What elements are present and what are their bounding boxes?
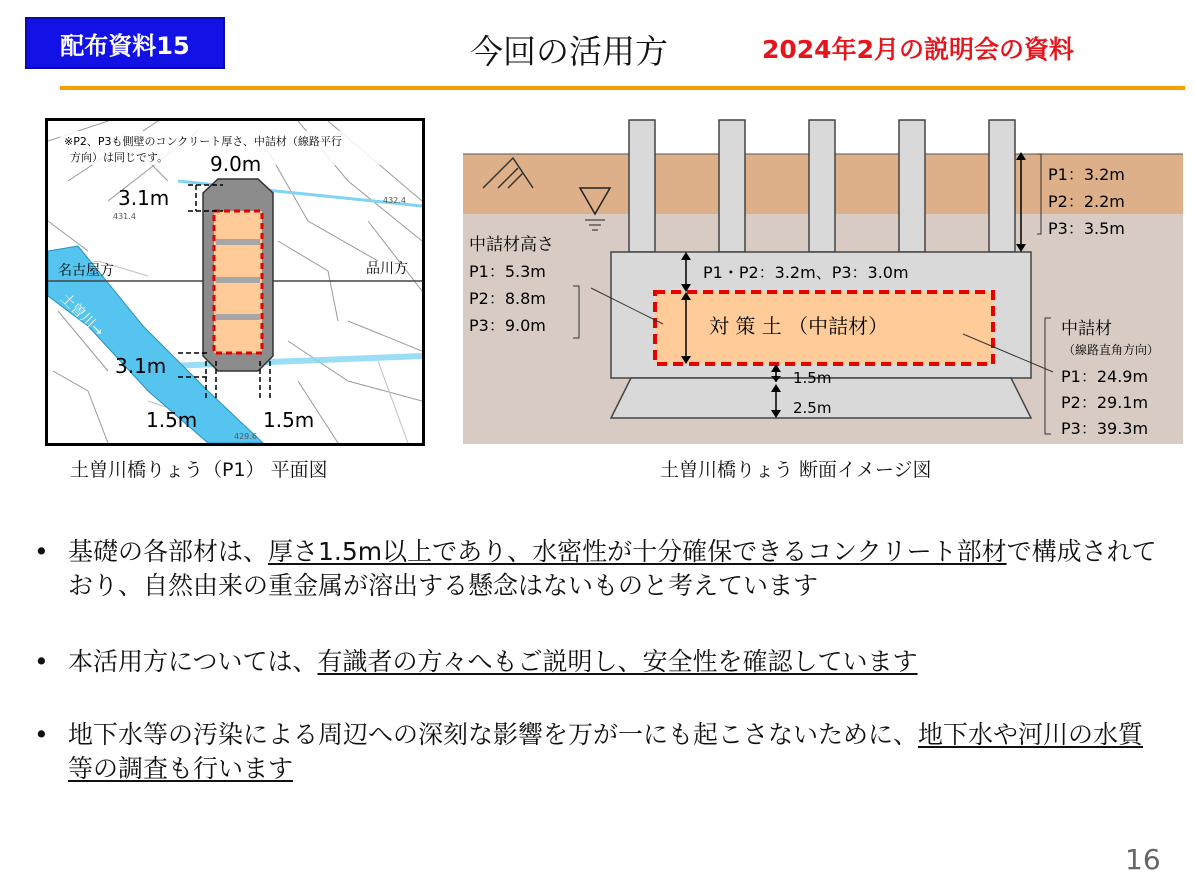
header-divider [60, 86, 1185, 90]
plan-view-caption: 土曽川橋りょう（P1） 平面図 [70, 459, 328, 481]
dim-lower-wall-label: 3.1m [115, 354, 167, 378]
fill-material-label: 対 策 土 （中詰材） [709, 314, 889, 338]
depth-p2: P2：2.2m [1048, 192, 1125, 211]
map-number: 431.4 [113, 212, 136, 221]
river-label: 土曽川→ [57, 290, 107, 340]
fill-width-subtitle: （線路直角方向） [1063, 343, 1160, 357]
dim-1-5-label: 1.5m [793, 369, 832, 387]
plan-view-figure [45, 118, 425, 446]
fill-height-title: 中詰材高さ [469, 235, 554, 255]
map-number: 429.6 [234, 432, 257, 441]
dim-bottom-left-label: 1.5m [146, 408, 198, 432]
page-number: 16 [1125, 843, 1161, 876]
page-subtitle: 2024年2月の説明会の資料 [762, 35, 1074, 64]
bullet-emphasis: 有識者の方々へもご説明し、安全性を確認しています [317, 647, 918, 676]
fill-height-p1: P1：5.3m [469, 262, 546, 281]
slab-thickness-label: P1・P2：3.2m、P3：3.0m [703, 263, 909, 282]
bullet-text: 本活用方については、 [68, 647, 318, 676]
dim-2-5-label: 2.5m [793, 399, 832, 417]
bullet-marker: • [34, 647, 49, 676]
section-view-figure [463, 118, 1183, 444]
fill-height-p2: P2：8.8m [469, 289, 546, 308]
fill-height-p3: P3：9.0m [469, 316, 546, 335]
bullet-text: 地下水等の汚染による周辺への深刻な影響を万が一にも起こさないために、 [68, 720, 919, 749]
depth-p3: P3：3.5m [1048, 219, 1125, 238]
dim-top-label: 9.0m [210, 152, 262, 176]
plan-note-line1: ※P2、P3も側壁のコンクリート厚さ、中詰材（線路平行 [64, 135, 342, 148]
label-nagoya: 名古屋方 [58, 263, 114, 279]
section-view-caption: 土曽川橋りょう 断面イメージ図 [660, 459, 932, 481]
bullet-text: 基礎の各部材は、 [68, 537, 269, 566]
bullet-emphasis: 厚さ1.5m以上であり、水密性が十分確保できるコンクリート部材 [268, 537, 1007, 566]
fill-width-p3: P3：39.3m [1061, 419, 1149, 438]
depth-p1: P1：3.2m [1048, 165, 1125, 184]
document-badge: 配布資料15 [25, 17, 225, 69]
plan-note-line2: 方向）は同じです。 [70, 151, 169, 164]
label-shinagawa: 品川方 [366, 261, 408, 277]
plan-view-map [48, 121, 422, 443]
bullet-text: で構成されており、自然由来の重金属が溶出する懸念はないものと考えています [68, 537, 1157, 600]
fill-width-p2: P2：29.1m [1061, 393, 1149, 412]
bullet-marker: • [34, 720, 49, 749]
fill-width-title: 中詰材 [1061, 319, 1112, 339]
dim-bottom-right-label: 1.5m [263, 408, 315, 432]
dim-upper-wall-label: 3.1m [118, 186, 170, 210]
bullet-marker: • [34, 537, 49, 566]
bullet-emphasis: 地下水や河川の水質等の調査も行います [68, 720, 1144, 783]
fill-width-p1: P1：24.9m [1061, 367, 1149, 386]
page-title: 今回の活用方 [470, 32, 668, 71]
map-number: 432.4 [383, 196, 406, 205]
section-view-diagram [463, 118, 1183, 444]
